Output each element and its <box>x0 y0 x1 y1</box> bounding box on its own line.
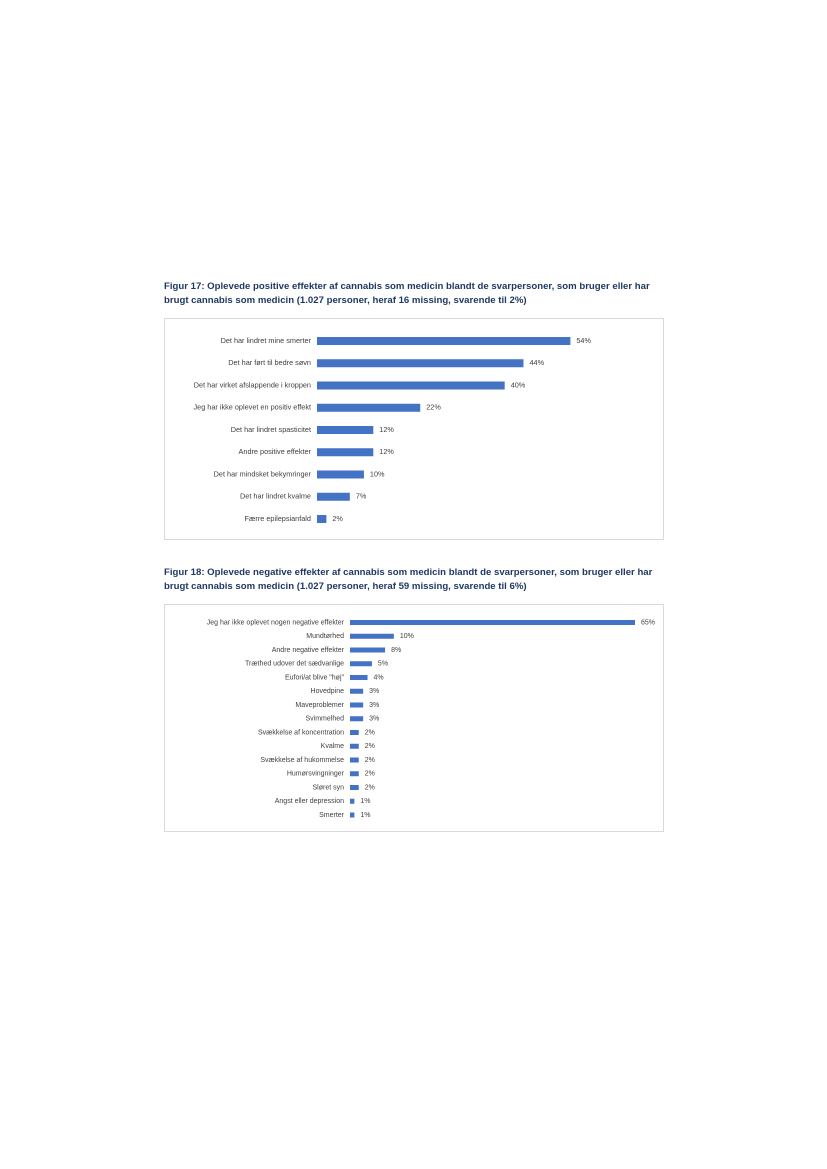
fig18-category-label: Angst eller depression <box>274 798 344 806</box>
fig18-bar <box>350 785 359 790</box>
fig17-value-label: 12% <box>379 447 394 457</box>
fig17-value-label: 7% <box>355 491 367 501</box>
fig17-category-label: Det har lindret kvalme <box>240 491 311 501</box>
fig17-bar <box>317 426 373 434</box>
fig18-category-label: Svækkelse af koncentration <box>258 729 344 737</box>
fig18-bar <box>350 675 368 680</box>
fig18-value-label: 2% <box>364 756 375 764</box>
fig18-bar <box>350 689 363 694</box>
fig18-bar <box>350 771 359 776</box>
fig17-value-label: 22% <box>426 402 441 412</box>
fig18-category-label: Eufori/at blive "høj" <box>284 674 344 682</box>
fig18-value-label: 4% <box>373 674 384 682</box>
fig17-bar <box>317 448 373 456</box>
fig17-category-label: Jeg har ikke oplevet en positiv effekt <box>193 402 311 412</box>
fig18-bar <box>350 716 363 721</box>
fig17-bar <box>317 404 420 412</box>
fig17-bar <box>317 382 505 390</box>
fig18-bar <box>350 703 363 708</box>
fig17-value-label: 54% <box>576 335 591 345</box>
fig17-category-label: Det har virket afslappende i kroppen <box>193 380 311 390</box>
fig17-bar <box>317 337 570 345</box>
fig18-value-label: 8% <box>391 646 402 654</box>
fig18-value-label: 3% <box>369 688 380 696</box>
fig18-value-label: 1% <box>360 811 371 819</box>
fig18-value-label: 65% <box>641 619 656 627</box>
fig18-category-label: Svækkelse af hukommelse <box>260 756 344 764</box>
figure-18-chart <box>164 604 664 832</box>
fig18-value-label: 2% <box>364 784 375 792</box>
fig18-value-label: 10% <box>399 633 414 641</box>
fig18-bar <box>350 661 372 666</box>
fig18-value-label: 2% <box>364 729 375 737</box>
fig18-category-label: Svimmelhed <box>305 715 344 723</box>
fig17-bar <box>317 471 364 479</box>
fig18-category-label: Andre negative effekter <box>271 646 344 654</box>
fig18-category-label: Sløret syn <box>312 784 344 792</box>
fig18-category-label: Smerter <box>319 811 344 819</box>
fig17-category-label: Det har lindret mine smerter <box>220 335 311 345</box>
fig18-category-label: Maveproblemer <box>295 701 344 709</box>
figure-17-title: Figur 17: Oplevede positive effekter af cannabis som medicin blandt de svarpersoner, som bruger eller har brugt cannabis som medicin (1.027 personer, heraf 16 missing, svarende til 2%) <box>164 281 650 306</box>
fig17-category-label: Det har ført til bedre søvn <box>228 358 311 368</box>
fig17-value-label: 2% <box>332 513 343 523</box>
fig17-category-label: Det har lindret spasticitet <box>230 424 311 434</box>
fig17-bar <box>317 493 350 501</box>
fig18-bar <box>350 730 359 735</box>
fig17-value-label: 44% <box>529 358 545 368</box>
fig17-category-label: Færre epilepsianfald <box>244 513 311 523</box>
figure-18-svg <box>165 605 663 831</box>
fig17-bar <box>317 359 523 367</box>
fig17-value-label: 12% <box>379 424 394 434</box>
figure-17-chart <box>164 318 664 540</box>
fig18-bar <box>350 813 354 818</box>
figure-17-svg <box>165 319 663 539</box>
fig18-category-label: Kvalme <box>320 743 344 751</box>
fig18-value-label: 1% <box>360 798 371 806</box>
fig17-bar <box>317 515 326 523</box>
fig18-value-label: 3% <box>369 715 380 723</box>
fig17-value-label: 10% <box>369 469 385 479</box>
fig18-category-label: Mundtørhed <box>306 633 344 641</box>
fig18-value-label: 3% <box>369 701 380 709</box>
fig18-category-label: Træthed udover det sædvanlige <box>245 660 344 668</box>
fig17-value-label: 40% <box>510 380 526 390</box>
fig18-bar <box>350 799 354 804</box>
fig18-category-label: Jeg har ikke oplevet nogen negative effekter <box>206 619 344 627</box>
fig18-value-label: 2% <box>364 743 375 751</box>
fig18-category-label: Hovedpine <box>310 688 344 696</box>
figure-18-title: Figur 18: Oplevede negative effekter af cannabis som medicin blandt de svarpersoner, som bruger eller har brugt cannabis som medicin (1.027 personer, heraf 59 missing, svarende til 6%) <box>164 567 653 592</box>
fig18-bar <box>350 634 394 639</box>
fig17-category-label: Andre positive effekter <box>238 447 311 457</box>
fig18-bar <box>350 758 359 763</box>
fig18-value-label: 5% <box>377 660 389 668</box>
fig18-category-label: Humørsvingninger <box>286 770 344 778</box>
fig18-bar <box>350 620 635 625</box>
fig17-category-label: Det har mindsket bekymringer <box>213 469 311 479</box>
fig18-bar <box>350 744 359 749</box>
fig18-bar <box>350 648 385 653</box>
fig18-value-label: 2% <box>364 770 375 778</box>
